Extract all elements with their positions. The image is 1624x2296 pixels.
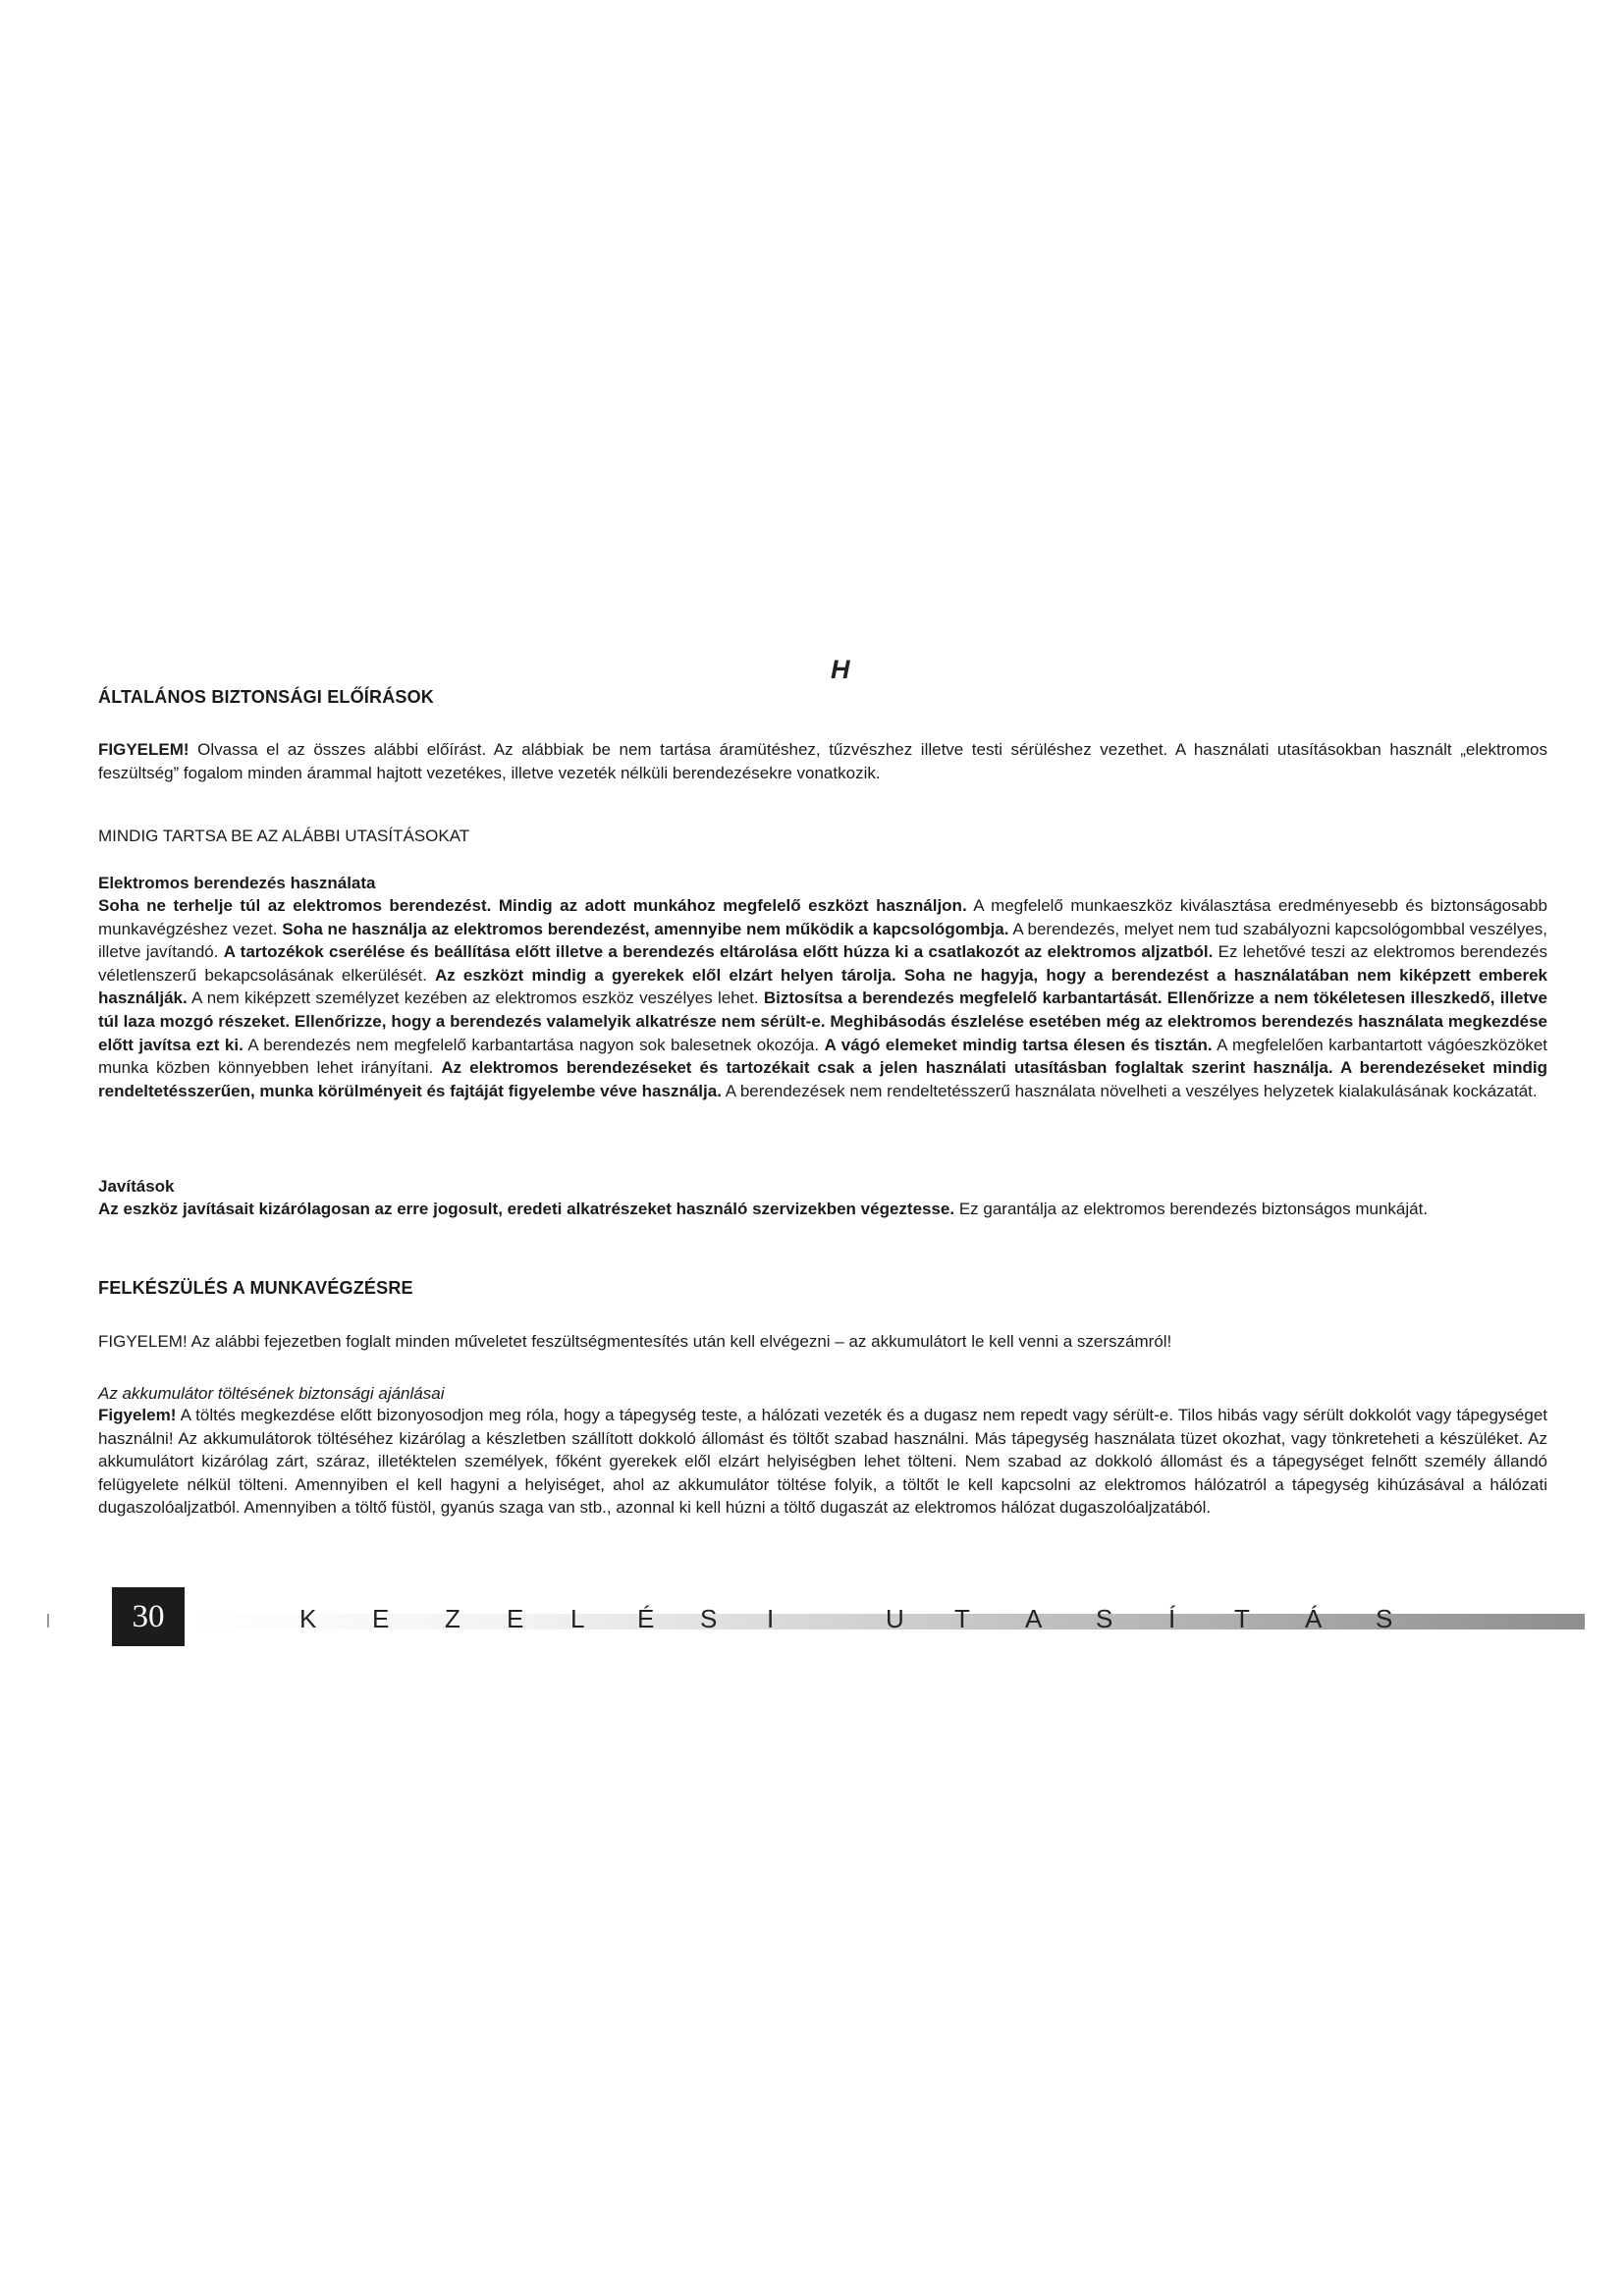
bold-run: Az eszköz javításait kizárólagosan az erre jogosult, eredeti alkatrészeket használó szervizekben végeztesse. <box>98 1200 955 1218</box>
footer-title-letter: A <box>1025 1604 1043 1633</box>
page-number: 30 <box>112 1587 185 1646</box>
text-run: A berendezések nem rendeltetésszerű használata növelheti a veszélyes helyzetek kialakulásának kockázatát. <box>721 1081 1538 1100</box>
bold-run: Soha ne terhelje túl az elektromos berendezést. Mindig az adott munkához megfelelő eszközt használjon. <box>98 896 967 915</box>
bold-run: Soha ne használja az elektromos berendezést, amennyibe nem működik a kapcsológombja. <box>282 919 1009 938</box>
footer-title-letter: S <box>1376 1604 1393 1633</box>
footer-tick-mark <box>47 1614 49 1628</box>
charging-heading: Az akkumulátor töltésének biztonsági ajánlásai <box>98 1384 445 1403</box>
text-run: Ez garantálja az elektromos berendezés biztonságos munkáját. <box>954 1200 1429 1218</box>
bold-run: Biztosítsa a berendezés megfelelő karbantartását. Ellenőrizze a nem tökéletesen illeszkedő, illetve túl laza mozgó részeket. Ellenőrizze, hogy a berendezés valamelyik alkatrésze nem sérült-e. Meghibásodás észlelése esetében még az elektromos berendezés használata megkezdése előtt javítsa ezt ki. <box>98 988 1547 1054</box>
text-run: A berendezés, melyet nem tud szabályozni kapcsológombbal veszélyes, illetve javítandó. <box>98 919 1547 962</box>
text-run: A berendezés nem megfelelő karbantartása nagyon sok balesetnek okozója. <box>243 1035 825 1054</box>
text-run: Olvassa el az összes alábbi előírást. Az alábbiak be nem tartása áramütéshez, tűzvészhez illetve testi sérüléshez vezethet. A használati utasításokban használt „elektromos feszültség” fogalom minden árammal hajtott vezetékes, illetve vezeték nélküli berendezésekre vonatkozik. <box>98 740 1547 782</box>
bold-run: Figyelem! <box>98 1406 177 1424</box>
bold-run: Az elektromos berendezéseket és tartozékait csak a jelen használati utasításban foglaltak szerint használja. A berendezéseket mindig rendeltetésszerűen, munka körülményeit és fajtáját figyelembe véve használja. <box>98 1058 1547 1100</box>
footer-title-letter: T <box>1234 1604 1250 1633</box>
text-run: A töltés megkezdése előtt bizonyosodjon meg róla, hogy a tápegység teste, a hálózati vezeték és a dugasz nem repedt vagy sérült-e. Tilos hibás vagy sérült dokkolót vagy tápegységet használni! Az akkumulátorok töltéséhez kizárólag a készletben szállított dokkoló állomást és töltőt szabad használni. Más tápegység használata tüzet okozhat, vagy tönkreteheti a készüléket. Az akkumulátort kizárólag zárt, száraz, illetéktelen személyek, főként gyerekek elől elzárt helyiségben lehet tölteni. Nem szabad az dokkoló állomást és a tápegységet felnőtt személy állandó felügyelete nélkül tölteni. Amennyiben el kell hagyni a helyiséget, ahol az akkumulátor töltése folyik, a töltőt le kell kapcsolni az elektromos hálózatról a tápegység kihúzásával a hálózati dugaszolóaljzatból. Amennyiben a töltő füstöl, gyanús szaga van stb., azonnal ki kell húzni a töltő dugaszát az elektromos hálózat dugaszolóaljzatából. <box>98 1406 1547 1518</box>
preparation-warning: FIGYELEM! Az alábbi fejezetben foglalt minden műveletet feszültségmentesítés után kell elvégezni – az akkumulátort le kell venni a szerszámról! <box>98 1332 1172 1351</box>
footer-title-letter: T <box>954 1604 970 1633</box>
preparation-heading: FELKÉSZÜLÉS A MUNKAVÉGZÉSRE <box>98 1278 413 1298</box>
footer-title-letter: E <box>372 1604 390 1633</box>
bold-run: A vágó elemeket mindig tartsa élesen és tisztán. <box>824 1035 1213 1054</box>
footer-title-letter: E <box>507 1604 524 1633</box>
footer-title-letter: É <box>637 1604 655 1633</box>
always-follow-line: MINDIG TARTSA BE AZ ALÁBBI UTASÍTÁSOKAT <box>98 827 470 845</box>
footer-title-letter: U <box>886 1604 904 1633</box>
text-run: A nem kiképzett személyzet kezében az elektromos eszköz veszélyes lehet. <box>187 988 764 1008</box>
charging-paragraph <box>98 1404 1547 1520</box>
language-mark: H <box>831 655 850 684</box>
repair-heading: Javítások <box>98 1177 175 1196</box>
bold-run: Az eszközt mindig a gyerekek elől elzárt helyen tárolja. Soha ne hagyja, hogy a berendezést a használatában nem kiképzett emberek használják. <box>98 965 1547 1008</box>
footer-title <box>299 1604 1399 1633</box>
footer-title-letter: K <box>299 1604 317 1633</box>
footer-title-letter: S <box>1096 1604 1113 1633</box>
usage-paragraph <box>98 894 1547 1102</box>
text-run: A megfelelő munkaeszköz kiválasztása eredményesebb és biztonságosabb munkavégzéshez vezet. <box>98 896 1547 938</box>
general-safety-heading: ÁLTALÁNOS BIZTONSÁGI ELŐÍRÁSOK <box>98 687 434 707</box>
footer-title-letter: S <box>700 1604 718 1633</box>
footer-title-letter: L <box>570 1604 585 1633</box>
bold-run: A tartozékok cserélése és beállítása előtt illetve a berendezés eltárolása előtt húzza ki a csatlakozót az elektromos aljzatból. <box>223 942 1214 962</box>
footer-title-letter: Í <box>1168 1604 1176 1633</box>
footer-title-letter: Z <box>445 1604 460 1633</box>
text-run: Ez lehetővé teszi az elektromos berendezés véletlenszerű bekapcsolásának elkerülését. <box>98 942 1547 985</box>
text-run: A megfelelően karbantartott vágóeszközöket munka közben könnyebben lehet irányítani. <box>98 1035 1548 1078</box>
footer-title-letter: I <box>767 1604 775 1633</box>
repair-paragraph <box>98 1198 1547 1221</box>
usage-heading: Elektromos berendezés használata <box>98 874 376 892</box>
bold-run: FIGYELEM! <box>98 740 189 759</box>
general-warning-paragraph <box>98 738 1547 784</box>
footer-title-letter: Á <box>1305 1604 1323 1633</box>
